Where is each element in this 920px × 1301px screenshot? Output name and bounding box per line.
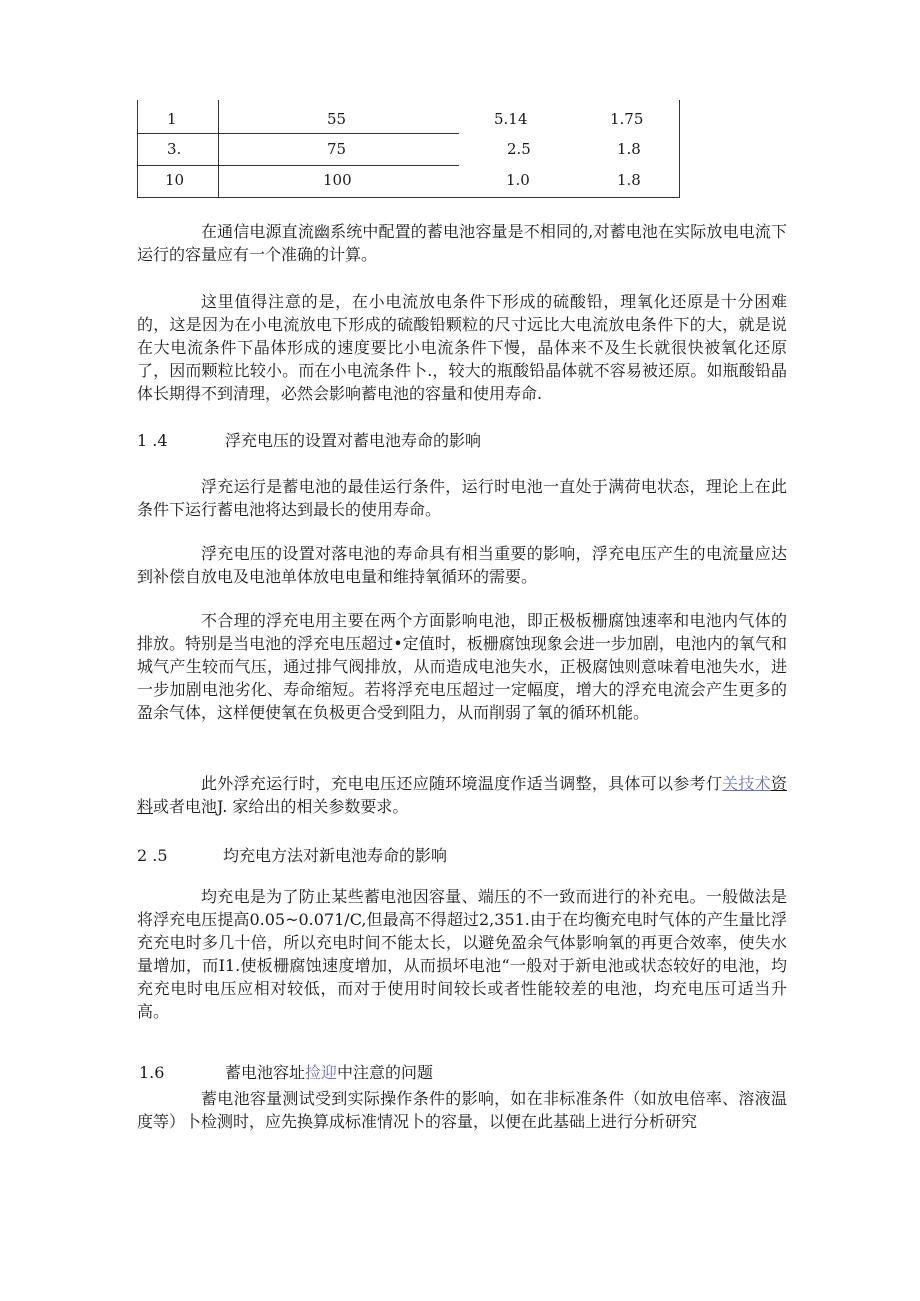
section-heading: [139, 1062, 639, 1084]
table-left-border: [137, 100, 138, 198]
paragraph: [137, 772, 787, 818]
table-row-divider: [137, 165, 459, 166]
paragraph-text: 此外浮充运行时，充电电压还应随环境温度作适当调整，具体可以参考仃: [201, 774, 723, 793]
section-title-link[interactable]: 捡迎: [305, 1063, 338, 1082]
paragraph: 在通信电源直流幽系统中配置的蓄电池容量是不相同的,对蓄电池在实际放电电流下运行的容量应有一个准确的计算。: [137, 222, 787, 264]
table-cell: 1.0: [506, 171, 530, 189]
section-title: 浮充电压的设置对蓄电池寿命的影响: [225, 431, 482, 450]
data-table: [137, 100, 680, 198]
table-column-divider: [218, 100, 219, 198]
table-cell: 1: [167, 110, 177, 128]
paragraph-text: 或者电池J. 家给出的相关参数要求。: [153, 797, 409, 816]
section-heading: [137, 430, 637, 452]
table-cell: 55: [327, 110, 347, 128]
section-title: 均充电方法对新电池寿命的影响: [223, 846, 448, 865]
paragraph: 浮充电压的设置对落电池的寿命具有相当重要的影响，浮充电压产生的电流量应达到补偿自放电及电池单体放电电量和维持氧循环的需要。: [137, 544, 787, 586]
table-row-divider: [137, 133, 459, 134]
paragraph: 这里值得注意的是，在小电流放电条件下形成的硫酸铅，理氧化还原是十分困难的，这是因为在小电流放电下形成的硫酸铅颗粒的尺寸远比大电流放电条件下的大，就是说在大电流条件下晶体形成的速度要比小电流条件下慢，晶体来不及生长就很快被氧化还原了，因而颗粒比较小。而在小电流条件卜.，较大的瓶酸铅晶体就不容易被还原。如瓶酸铅晶体长期得不到清理，必然会影响蓄电池的容量和使用寿命.: [137, 292, 787, 403]
table-cell: 1.8: [617, 171, 641, 189]
table-cell: 1.8: [617, 140, 641, 158]
section-title-text: 蓄电池容址: [225, 1063, 306, 1082]
section-heading: [137, 845, 637, 867]
paragraph: 浮充运行是蓄电池的最佳运行条件，运行时电池一直处于满荷电状态，理论上在此条件下运行蓄电池将达到最长的使用寿命。: [137, 477, 787, 519]
section-number: 1 .4: [137, 431, 168, 450]
section-title-text: 中注意的问题: [337, 1063, 434, 1082]
table-cell: 5.14: [494, 110, 528, 128]
paragraph: 均充电是为了防止某些蓄电池因容量、端压的不一致而进行的补充电。一般做法是将浮充电压提高0.05~0.071∕C,但最高不得超过2,351.由于在均衡充电时气体的产生量比浮充充电时多几十倍，所以充电时间不能太长，以避免盈余气体影响氧的再更合效率，使失水量增加，而I1.使板栅腐蚀速度增加，从而损坏电池“一般对于新电池或状态较好的电池，均充充电时电压应相对较低，而对于使用时间较长或者性能较差的电池，均充电压可适当升高。: [137, 887, 787, 1021]
paragraph: 不合理的浮充电用主要在两个方面影响电池，即正极板栅腐蚀速率和电池内气体的排放。特别是当电池的浮充电压超过•定值时，板栅腐蚀现象会进一步加剧，电池内的氧气和城气产生较而气压，通过排气阀排放，从而造成电池失水，正极腐蚀则意味着电池失水，进一步加剧电池劣化、寿命缩短。若将浮充电压超过一定幅度，增大的浮充电流会产生更多的盈余气体，这样便使氧在负极更合受到阻力，从而削弱了氧的循环机能。: [137, 611, 787, 722]
table-cell: 10: [165, 171, 185, 189]
table-cell: 75: [327, 140, 347, 158]
table-cell: 1.75: [610, 110, 644, 128]
table-right-border: [679, 100, 680, 198]
table-cell: 3.: [167, 140, 182, 158]
table-bottom-border: [137, 197, 680, 198]
table-cell: 100: [323, 171, 352, 189]
section-number: 2 .5: [137, 846, 168, 865]
section-number: 1.6: [139, 1063, 165, 1082]
table-cell: 2.5: [507, 140, 531, 158]
underlined-text: 资料: [137, 774, 787, 816]
paragraph: 蓄电池容量测试受到实际操作条件的影响，如在非标准条件（如放电倍率、溶液温度等）卜检测时，应先换算成标准情况卜的容量，以便在此基础上进行分析研究: [137, 1089, 787, 1131]
section-title: [225, 1062, 433, 1084]
reference-link[interactable]: 关技术: [722, 774, 771, 793]
